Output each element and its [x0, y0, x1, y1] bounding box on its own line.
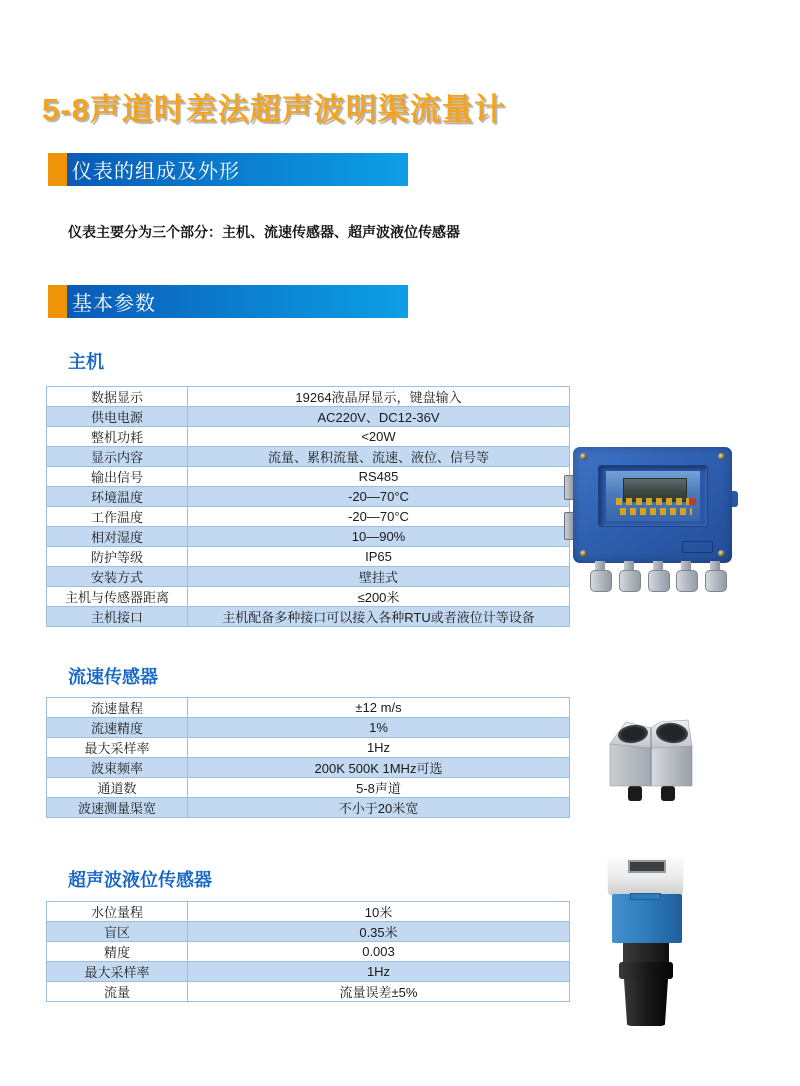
velocity-sensor-photo: [598, 702, 708, 807]
spec-row: [47, 447, 570, 467]
spec-label: 相对湿度: [47, 527, 188, 547]
sensor-body: [612, 894, 682, 943]
spec-row: [47, 718, 570, 738]
nameplate: [682, 541, 713, 553]
spec-value: 1Hz: [188, 962, 570, 982]
spec-row: [47, 467, 570, 487]
spec-value: -20—70°C: [188, 507, 570, 527]
velocity-section-heading: 流速传感器: [68, 667, 158, 687]
spec-value: 1Hz: [188, 738, 570, 758]
spec-value: 10米: [188, 902, 570, 922]
screw-icon: [580, 453, 587, 460]
spec-label: 通道数: [47, 778, 188, 798]
spec-value: 主机配备多种接口可以接入各种RTU或者液位计等设备: [188, 607, 570, 627]
spec-row: [47, 698, 570, 718]
red-key: [689, 498, 696, 505]
section-bar-parameters: [48, 285, 408, 318]
spec-row: [47, 387, 570, 407]
cable-gland: [619, 561, 639, 591]
main-unit-enclosure: [573, 447, 732, 563]
spec-row: [47, 487, 570, 507]
spec-value: 1%: [188, 718, 570, 738]
cable-gland: [705, 561, 725, 591]
spec-label: 整机功耗: [47, 427, 188, 447]
spec-value: ≤200米: [188, 587, 570, 607]
spec-row: [47, 942, 570, 962]
spec-label: 安装方式: [47, 567, 188, 587]
transducer-neck: [623, 943, 669, 964]
cable-gland: [648, 561, 668, 591]
spec-value: IP65: [188, 547, 570, 567]
spec-value: 不小于20米宽: [188, 798, 570, 818]
spec-value: 流量误差±5%: [188, 982, 570, 1002]
spec-value: -20—70°C: [188, 487, 570, 507]
spec-value: <20W: [188, 427, 570, 447]
spec-label: 盲区: [47, 922, 188, 942]
panel-glass: [606, 471, 700, 521]
section-bar-composition-label: 仪表的组成及外形: [72, 161, 240, 183]
spec-label: 波速测量渠宽: [47, 798, 188, 818]
intro-text: 仪表主要分为三个部分：主机、流速传感器、超声波液位传感器: [68, 224, 460, 240]
page-title: 5-8声道时差法超声波明渠流量计: [42, 92, 506, 127]
mounting-tab: [732, 491, 738, 507]
spec-label: 显示内容: [47, 447, 188, 467]
velocity-sensor-drawing: [598, 702, 708, 807]
level-spec-table: [46, 901, 570, 1002]
main-unit-photo: [556, 428, 800, 603]
spec-row: [47, 607, 570, 627]
section-bar-parameters-label: 基本参数: [72, 293, 156, 315]
screw-icon: [580, 550, 587, 557]
spec-label: 工作温度: [47, 507, 188, 527]
spec-row: [47, 527, 570, 547]
velocity-spec-table: [46, 697, 570, 818]
spec-label: 防护等级: [47, 547, 188, 567]
spec-label: 波束频率: [47, 758, 188, 778]
spec-row: [47, 567, 570, 587]
spec-row: [47, 547, 570, 567]
spec-value: 19264液晶屏显示，键盘输入: [188, 387, 570, 407]
cable-gland: [590, 561, 610, 591]
spec-label: 精度: [47, 942, 188, 962]
spec-label: 流速量程: [47, 698, 188, 718]
spec-value: ±12 m/s: [188, 698, 570, 718]
spec-label: 输出信号: [47, 467, 188, 487]
spec-value: 流量、累积流量、流速、液位、信号等: [188, 447, 570, 467]
spec-value: 200K 500K 1MHz可选: [188, 758, 570, 778]
keypad-row: [620, 508, 692, 515]
level-section-heading: 超声波液位传感器: [68, 870, 212, 890]
spec-label: 供电电源: [47, 407, 188, 427]
spec-row: [47, 982, 570, 1002]
spec-row: [47, 798, 570, 818]
spec-row: [47, 587, 570, 607]
spec-value: 壁挂式: [188, 567, 570, 587]
host-section-heading: 主机: [68, 352, 104, 372]
spec-label: 流速精度: [47, 718, 188, 738]
spec-row: [47, 407, 570, 427]
spec-row: [47, 427, 570, 447]
spec-value: RS485: [188, 467, 570, 487]
spec-label: 最大采样率: [47, 738, 188, 758]
spec-label: 环境温度: [47, 487, 188, 507]
spec-row: [47, 758, 570, 778]
spec-row: [47, 902, 570, 922]
sensor-display-window: [628, 860, 666, 873]
spec-label: 流量: [47, 982, 188, 1002]
transducer-nut: [619, 962, 673, 979]
screw-icon: [718, 550, 725, 557]
spec-label: 主机与传感器距离: [47, 587, 188, 607]
host-spec-table: [46, 386, 570, 627]
spec-value: 10—90%: [188, 527, 570, 547]
spec-value: 5-8声道: [188, 778, 570, 798]
spec-row: [47, 922, 570, 942]
screw-icon: [718, 453, 725, 460]
spec-row: [47, 962, 570, 982]
transducer-horn: [623, 978, 669, 1026]
section-bar-composition: [48, 153, 408, 186]
spec-label: 主机接口: [47, 607, 188, 627]
orange-accent-block: [48, 153, 67, 186]
spec-value: 0.003: [188, 942, 570, 962]
spec-row: [47, 738, 570, 758]
cable-gland: [676, 561, 696, 591]
spec-row: [47, 507, 570, 527]
front-panel: [598, 465, 708, 527]
spec-label: 最大采样率: [47, 962, 188, 982]
keypad-row: [616, 498, 696, 505]
level-sensor-photo: [595, 850, 695, 1030]
spec-row: [47, 778, 570, 798]
spec-label: 数据显示: [47, 387, 188, 407]
spec-value: 0.35米: [188, 922, 570, 942]
spec-value: AC220V、DC12-36V: [188, 407, 570, 427]
orange-accent-block: [48, 285, 67, 318]
sensor-body-tab: [630, 893, 661, 900]
spec-label: 水位量程: [47, 902, 188, 922]
sensor-cap: [608, 858, 683, 894]
